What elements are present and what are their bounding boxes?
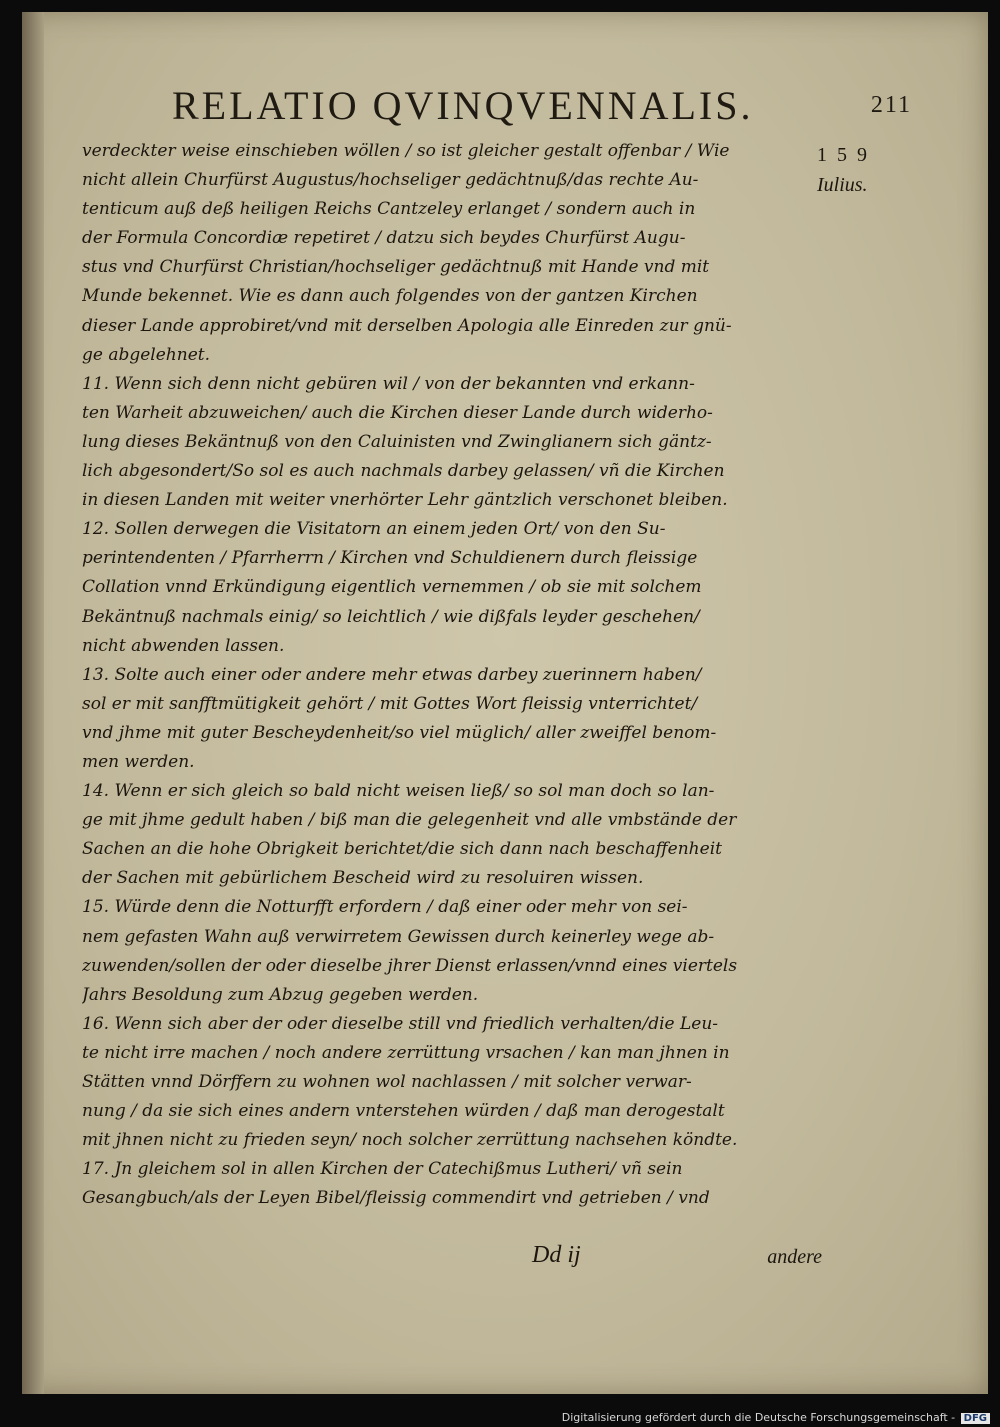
- credit-text: Digitalisierung gefördert durch die Deutsche Forschungsgemeinschaft -: [561, 1411, 956, 1424]
- text-line: Jahrs Besoldung zum Abzug gegeben werden.: [82, 984, 479, 1005]
- text-line: 17. Jn gleichem sol in allen Kirchen der Catechißmus Lutheri/ vñ sein: [82, 1159, 683, 1180]
- text-line: Sachen an die hohe Obrigkeit berichtet/die sich dann nach beschaffenheit: [82, 839, 722, 860]
- text-line: Stätten vnnd Dörffern zu wohnen wol nachlassen / mit solcher verwar-: [82, 1072, 692, 1092]
- text-line: Gesangbuch/als der Leyen Bibel/fleissig commendirt vnd getrieben / vnd: [82, 1188, 710, 1209]
- dfg-logo: DFG: [961, 1413, 990, 1424]
- text-line: verdeckter weise einschieben wöllen / so ist gleicher gestalt offenbar / Wie: [82, 141, 730, 161]
- book-page: [22, 12, 988, 1394]
- text-line: nung / da sie sich eines andern vnterstehen würden / daß man derogestalt: [82, 1101, 725, 1122]
- margin-month: Iulius.: [817, 174, 868, 196]
- text-line: Collation vnnd Erkündigung eigentlich vernemmen / ob sie mit solchem: [82, 577, 702, 598]
- text-line: te nicht irre machen / noch andere zerrüttung vrsachen / kan man jhnen in: [82, 1042, 730, 1063]
- text-line: ge abgelehnet.: [82, 344, 210, 365]
- text-line: lich abgesondert/So sol es auch nachmals darbey gelassen/ vñ die Kirchen: [82, 461, 725, 482]
- signature-mark: Dd ij: [532, 1242, 581, 1268]
- text-line: perintendenten / Pfarrherrn / Kirchen vnd Schuldienern durch fleissige: [82, 548, 698, 569]
- text-line: 16. Wenn sich aber der oder dieselbe still vnd friedlich verhalten/die Leu-: [82, 1013, 719, 1034]
- text-line: in diesen Landen mit weiter vnerhörter Lehr gäntzlich verschonet bleiben.: [82, 490, 728, 511]
- text-line: dieser Lande approbiret/vnd mit derselben Apologia alle Einreden zur gnü-: [82, 315, 732, 336]
- page-header: [172, 82, 952, 132]
- text-line: sol er mit sanfftmütigkeit gehört / mit Gottes Wort fleissig vnterrichtet/: [82, 693, 698, 714]
- text-line: nicht abwenden lassen.: [82, 635, 285, 656]
- text-line: nicht allein Churfürst Augustus/hochseliger gedächtnuß/das rechte Au-: [82, 170, 699, 191]
- text-line: 15. Würde denn die Notturfft erfordern / daß einer oder mehr von sei-: [82, 897, 688, 918]
- body-text: [82, 137, 834, 1213]
- text-line: stus vnd Churfürst Christian/hochseliger gedächtnuß mit Hande vnd mit: [82, 257, 710, 278]
- running-title: RELATIO QVINQVENNALIS.: [172, 83, 754, 128]
- text-line: mit jhnen nicht zu frieden seyn/ noch solcher zerrüttung nachsehen köndte.: [82, 1130, 738, 1151]
- text-line: ge mit jhme gedult haben / biß man die gelegenheit vnd alle vmbstände der: [82, 810, 737, 831]
- text-line: 13. Solte auch einer oder andere mehr etwas darbey zuerinnern haben/: [82, 664, 702, 685]
- text-line: der Formula Concordiæ repetiret / datzu sich beydes Churfürst Augu-: [82, 228, 686, 249]
- text-line: nem gefasten Wahn auß verwirretem Gewissen durch keinerley wege ab-: [82, 926, 715, 947]
- text-line: men werden.: [82, 751, 195, 772]
- text-line: zuwenden/sollen der oder dieselbe jhrer Dienst erlassen/vnnd eines viertels: [82, 955, 738, 976]
- text-line: 14. Wenn er sich gleich so bald nicht weisen ließ/ so sol man doch so lan-: [82, 781, 715, 802]
- text-line: Munde bekennet. Wie es dann auch folgendes von der gantzen Kirchen: [82, 286, 698, 307]
- text-line: lung dieses Bekäntnuß von den Caluinisten vnd Zwinglianern sich gäntz-: [82, 431, 712, 452]
- text-line: Bekäntnuß nachmals einig/ so leichtlich / wie dißfals leyder geschehen/: [82, 606, 700, 627]
- text-line: ten Warheit abzuweichen/ auch die Kirchen dieser Lande durch widerho-: [82, 402, 713, 423]
- margin-year: 159: [817, 144, 877, 166]
- text-line: 11. Wenn sich denn nicht gebüren wil / von der bekannten vnd erkann-: [82, 373, 695, 394]
- page-number: 211: [870, 92, 912, 118]
- text-line: 12. Sollen derwegen die Visitatorn an einem jeden Ort/ von den Su-: [82, 519, 666, 540]
- page-gutter: [22, 12, 44, 1394]
- text-line: tenticum auß deß heiligen Reichs Cantzeley erlanget / sondern auch in: [82, 199, 696, 220]
- text-line: vnd jhme mit guter Bescheydenheit/so viel müglich/ aller zweiffel benom-: [82, 722, 717, 743]
- catchword: andere: [767, 1246, 822, 1268]
- text-line: der Sachen mit gebürlichem Bescheid wird zu resoluiren wissen.: [82, 868, 644, 889]
- digitization-credit: [562, 1411, 990, 1424]
- page-footer: [522, 1242, 822, 1276]
